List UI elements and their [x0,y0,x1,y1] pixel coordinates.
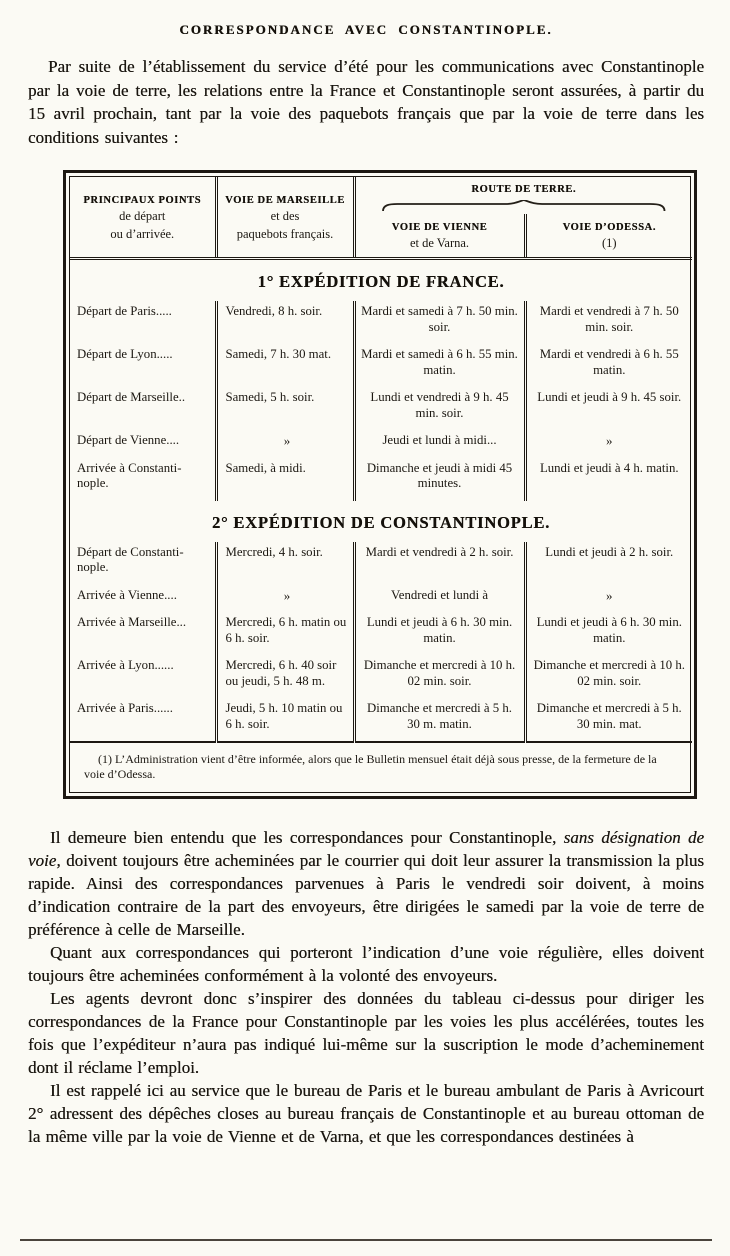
header-line: de départ [119,208,166,223]
table-footnote: (1) L’Administration vient d’être informée, alors que le Bulletin mensuel était déjà sous presse, de la fermeture de la voie d’Odessa. [70,742,692,792]
paragraph-2: Quant aux correspondances qui porteront l’indication d’une voie régulière, elles doivent toujours être acheminées conformément à la volonté des envoyeurs. [28,943,704,985]
cell-marseille: » [216,430,354,458]
cell-vienne: Dimanche et mercredi à 5 h. 30 m. matin. [354,698,525,742]
table-row [70,458,692,501]
cell-point: Arrivée à Constanti- nople. [77,460,182,490]
page-title: CORRESPONDANCE AVEC CONSTANTINOPLE. [179,22,553,37]
route-de-terre-label: ROUTE DE TERRE. [471,184,577,195]
header-line: paquebots français. [236,226,334,241]
cell-point: Départ de Paris..... [77,304,172,318]
footnote-row [70,742,692,792]
page-bottom-rule [20,1239,712,1241]
cell-odessa: Dimanche et mercredi à 5 h. 30 min. mat. [525,698,692,742]
cell-point: Départ de Lyon..... [77,347,173,361]
cell-point: Arrivée à Paris...... [77,701,173,715]
header-voie-odessa [525,214,692,259]
section-title-expedition-de-france [70,259,692,302]
cell-marseille: Mercredi, 6 h. matin ou 6 h. soir. [216,612,354,655]
paragraph-3: Les agents devront donc s’inspirer des données du tableau ci-dessus pour diriger les correspondances de la France pour Constantinople par les voies les plus accélérées, toutes les fois que l’expéditeur n’aura pas indiqué lui-même sur la suscription le mode d’acheminement dont il réclame l’emploi. [28,989,704,1077]
paragraph-1-text: Il demeure bien entendu que les correspondances pour Constantinople, [50,828,564,847]
schedule-table [70,177,692,792]
section-title-text: 2° EXPÉDITION DE CONSTANTINOPLE. [211,512,551,532]
intro-paragraph: Par suite de l’établissement du service d’été pour les communications avec Constantinople par la voie de terre, les relations entre la France et Constantinople seront assurées, à partir du 15 avril prochain, tant par la voie des paquebots français que par la voie de terre dans les conditions suivantes : [28,57,704,147]
header-route-de-terre [354,177,692,214]
table-row [70,344,692,387]
cell-point: Arrivée à Marseille... [77,615,187,629]
paragraph-4: Il est rappelé ici au service que le bureau de Paris et le bureau ambulant de Paris à Avricourt 2° adressent des dépêches closes au bureau français de Constantinople et au bureau ottoman de la même ville par la voie de Vienne et de Varna, et que les correspondances destinées à [28,1081,704,1146]
cell-odessa: Mardi et vendredi à 6 h. 55 matin. [525,344,692,387]
cell-vienne: Jeudi et lundi à midi... [354,430,525,458]
table-row [70,655,692,698]
paragraph-1-italic-phrase: sans désignation de voie, [28,828,705,870]
brace-icon [381,200,667,212]
header-line: et des [270,208,300,223]
table-row [70,698,692,742]
section-title-text: 1° EXPÉDITION DE FRANCE. [257,272,505,291]
cell-marseille: Jeudi, 5 h. 10 matin ou 6 h. soir. [216,698,354,742]
cell-marseille: Samedi, 5 h. soir. [216,387,354,430]
table-row [70,430,692,458]
table-row [70,387,692,430]
cell-vienne: Lundi et vendredi à 9 h. 45 min. soir. [354,387,525,430]
cell-point: Départ de Vienne.... [77,433,180,447]
header-line: ou d’arrivée. [110,226,175,241]
body-text [28,826,704,1148]
section-title-expedition-de-constantinople [70,501,692,542]
schedule-table-inner-frame [69,176,691,793]
cell-vienne: Vendredi et lundi à [354,585,525,613]
cell-point: Arrivée à Vienne.... [77,587,177,602]
cell-odessa: Dimanche et mercredi à 10 h. 02 min. soir. [525,655,692,698]
cell-vienne: Mardi et samedi à 7 h. 50 min. soir. [354,301,525,344]
header-voie-de-marseille [216,177,354,259]
cell-odessa: Lundi et jeudi à 9 h. 45 soir. [525,387,692,430]
header-line: VOIE DE MARSEILLE [225,194,345,206]
cell-odessa: » [525,585,692,613]
cell-marseille: Samedi, à midi. [216,458,354,501]
table-row [70,585,692,613]
header-row-1 [70,177,692,214]
cell-marseille: » [216,585,354,613]
paragraph-1 [28,826,704,941]
cell-odessa: Lundi et jeudi à 2 h. soir. [525,542,692,585]
table-row [70,542,692,585]
cell-point: Arrivée à Lyon...... [77,658,174,672]
cell-vienne: Mardi et samedi à 6 h. 55 min. matin. [354,344,525,387]
cell-odessa: Lundi et jeudi à 6 h. 30 min. matin. [525,612,692,655]
header-principaux-points [70,177,216,259]
header-line: VOIE DE VIENNE [391,222,488,233]
cell-vienne: Dimanche et jeudi à midi 45 minutes. [354,458,525,501]
schedule-table-frame [63,170,697,799]
header-voie-de-vienne [354,214,525,259]
header-line: et de Varna. [409,236,470,250]
cell-marseille: Mercredi, 4 h. soir. [216,542,354,585]
header-line: VOIE D’ODESSA. [562,222,656,233]
cell-marseille: Samedi, 7 h. 30 mat. [216,344,354,387]
table-row [70,612,692,655]
cell-odessa: Mardi et vendredi à 7 h. 50 min. soir. [525,301,692,344]
cell-odessa: Lundi et jeudi à 4 h. matin. [525,458,692,501]
cell-vienne: Mardi et vendredi à 2 h. soir. [354,542,525,585]
cell-point: Départ de Constanti- nople. [77,544,184,574]
cell-vienne: Dimanche et mercredi à 10 h. 02 min. soir. [354,655,525,698]
header-line: PRINCIPAUX POINTS [83,194,202,206]
cell-marseille: Vendredi, 8 h. soir. [216,301,354,344]
cell-point: Départ de Marseille.. [77,390,186,404]
cell-vienne: Lundi et jeudi à 6 h. 30 min. matin. [354,612,525,655]
header-line: (1) [601,236,617,250]
cell-odessa: » [525,430,692,458]
table-row [70,301,692,344]
paragraph-1-text: doivent toujours être acheminées par le courrier qui doit leur assurer la transmission la plus rapide. Ainsi des correspondances parvenues à Paris le vendredi soir doivent, à moins d’indication contraire de la part des envoyeurs, être dirigées le samedi par la voie de terre de préférence à celle de Marseille. [28,851,704,939]
cell-marseille: Mercredi, 6 h. 40 soir ou jeudi, 5 h. 48 m. [216,655,354,698]
